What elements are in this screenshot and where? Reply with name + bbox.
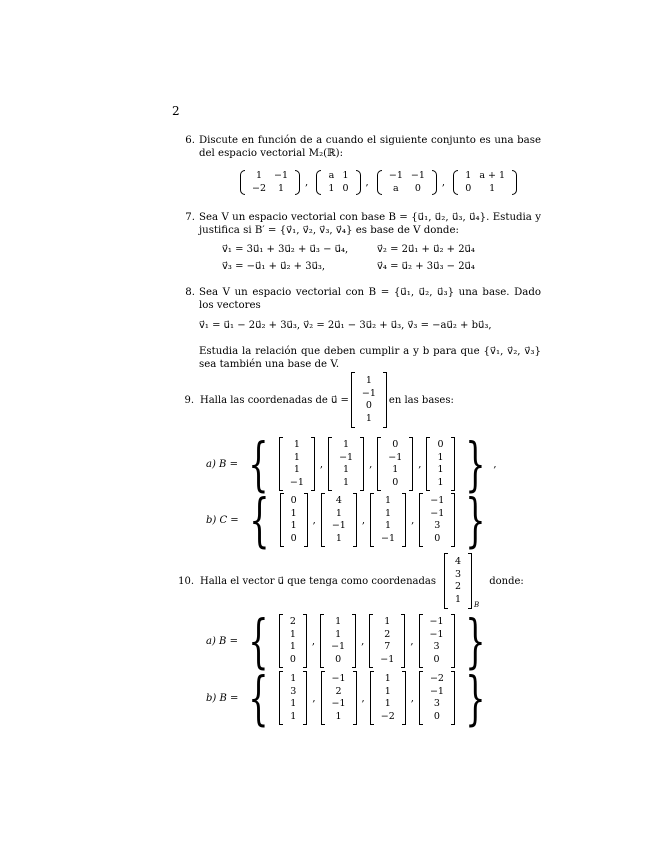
- column-vector: [377, 437, 413, 491]
- page-number: 2: [172, 104, 180, 118]
- problem-10: [172, 553, 524, 609]
- vector-entry: 3: [434, 520, 441, 531]
- basis-label: b) B =: [206, 692, 239, 704]
- vector-entry: 3: [433, 698, 440, 709]
- vector-entry: 1: [437, 464, 444, 475]
- vector-entry: 1: [335, 710, 342, 722]
- problem-text: Halla las coordenadas de u⃗ =: [200, 394, 349, 406]
- basis-vectors: 1 3 1 1 , −1 2 −1 1 , 1 1 1 −2 , −2 −1 3 0: [277, 671, 457, 725]
- column-vector: [279, 437, 315, 491]
- vector-entry: 3: [290, 685, 297, 697]
- problem-number: 7.: [185, 212, 195, 223]
- vector-entry: 0: [290, 532, 297, 544]
- column-vector: [321, 493, 357, 547]
- column-vector: [369, 614, 405, 668]
- vector-entry: 1: [335, 628, 342, 640]
- vector-entry: 0: [290, 495, 297, 506]
- vector-entry: −1: [331, 520, 346, 531]
- problem-text-after: donde:: [489, 575, 524, 587]
- vector-entry: 0: [335, 653, 342, 665]
- equation-v3: v⃗₃ = −u⃗₁ + u⃗₂ + 3u⃗₃,: [222, 261, 326, 272]
- problem-text-after: en las bases:: [388, 394, 454, 406]
- vector-entry: 1: [335, 616, 342, 627]
- equation-v2: v⃗₂ = 2u⃗₁ + u⃗₂ + 2u⃗₄: [377, 244, 475, 255]
- vector-entry: 1: [289, 628, 296, 640]
- vector-entry: 1: [392, 464, 399, 475]
- basis-b: b) B = { 1 3 1 1 , −1 2 −1 1 , 1 1 1 −2 , −2 −1 3 0 }: [206, 664, 486, 732]
- equation-v1: v⃗₁ = 3u⃗₁ + 3u⃗₂ + u⃗₃ − u⃗₄,: [222, 244, 349, 255]
- matrix-1: 1 −1 −2 1: [240, 170, 300, 195]
- vector-entry: 1: [437, 476, 444, 488]
- column-vector: [419, 671, 455, 725]
- vector-entry: 1: [290, 520, 297, 531]
- vector-entry: −2: [380, 710, 395, 722]
- vector-entry: 0: [392, 439, 399, 450]
- matrix-2: a 1 1 0: [316, 170, 360, 195]
- vector-entry: −1: [380, 653, 395, 665]
- coordinates-vector: 4 3 2 1: [444, 553, 472, 609]
- vector-entry: 1: [437, 451, 444, 463]
- vector-entry: 3: [433, 641, 440, 652]
- vector-entry: 1: [385, 507, 392, 519]
- vector-entry: 1: [384, 616, 391, 627]
- vector-entry: 1: [290, 698, 297, 709]
- problem-9: [172, 372, 454, 428]
- vector-entry: 1: [290, 673, 297, 684]
- vector-entry: −1: [331, 698, 346, 709]
- vector-entry: 0: [433, 710, 440, 722]
- vector-entry: 1: [335, 532, 342, 544]
- vector-entry: 0: [437, 439, 444, 450]
- basis-c: b) C = { 0 1 1 0 , 4 1 −1 1 , 1 1 1 −1 , −1 −1 3 0 }: [206, 486, 486, 554]
- vector-entry: 1: [385, 520, 392, 531]
- basis-label: b) C =: [206, 514, 239, 526]
- vector-entry: 4: [335, 495, 342, 506]
- vector-entry: 1: [384, 673, 391, 684]
- vector-entry: 1: [384, 698, 391, 709]
- matrix-4: 1 a + 1 0 1: [453, 170, 517, 195]
- vector-entry: 1: [293, 451, 300, 463]
- problem-8: [185, 286, 541, 313]
- problem-text: Sea V un espacio vectorial con B = {u⃗₁, u⃗₂, u⃗₃} una base. Dado los vectores: [199, 287, 541, 312]
- vector-entry: 7: [384, 641, 391, 652]
- vector-entry: −1: [339, 451, 354, 463]
- problem-number: 8.: [185, 287, 195, 298]
- problem-6: [185, 134, 541, 161]
- problem-text: Sea V un espacio vectorial con base B = {u⃗₁, u⃗₂, u⃗₃, u⃗₄}. Estudia y justifica si B′ = {v⃗₁, v⃗₂, v⃗₃, v⃗₄} es base de V donde:: [199, 212, 541, 237]
- vector-entry: −1: [430, 507, 445, 519]
- vector-entry: −1: [430, 495, 445, 506]
- column-vector: [279, 671, 307, 725]
- problem-number: 10.: [178, 575, 194, 587]
- problem-number: 6.: [185, 135, 195, 146]
- vector-entry: −1: [429, 616, 444, 627]
- vector-entry: 2: [335, 685, 342, 697]
- vector-entry: 0: [289, 653, 296, 665]
- equations-v: v⃗₁ = u⃗₁ − 2u⃗₂ + 3u⃗₃, v⃗₂ = 2u⃗₁ − 3u⃗₂ + u⃗₃, v⃗₃ = −au⃗₂ + bu⃗₃,: [199, 320, 492, 331]
- vector-entry: −1: [429, 685, 444, 697]
- basis-a: a) B = { 2 1 1 0 , 1 1 −1 0 , 1 2 7 −1 , −1 −1 3 0 }: [206, 607, 486, 675]
- vector-entry: −1: [388, 451, 403, 463]
- vector-entry: 1: [343, 476, 350, 488]
- column-vector: [320, 614, 356, 668]
- vector-entry: −1: [289, 476, 304, 488]
- vector-entry: 1: [290, 507, 297, 519]
- vector-entry: 1: [289, 641, 296, 652]
- vector-entry: 1: [293, 439, 300, 450]
- problem-text: Halla el vector u⃗ que tenga como coordenadas: [200, 575, 436, 587]
- vector-entry: 1: [293, 464, 300, 475]
- basis-label: a) B =: [206, 635, 238, 647]
- vector-entry: 1: [290, 710, 297, 722]
- column-vector: [419, 493, 455, 547]
- vector-entry: −2: [429, 673, 444, 684]
- vector-entry: 2: [289, 616, 296, 627]
- vector-entry: 1: [385, 495, 392, 506]
- matrix-set: 1 −1 −2 1 , a 1 1 0 , −1 −1 a 0 , 1 a + 1 0 1: [238, 170, 519, 195]
- vector-entry: 1: [384, 685, 391, 697]
- problem-8-question: Estudia la relación que deben cumplir a y b para que {v⃗₁, v⃗₂, v⃗₃} sea también una base de V.: [199, 346, 541, 371]
- vector-entry: 1: [335, 507, 342, 519]
- vector-entry: −1: [331, 641, 346, 652]
- vector-entry: 1: [343, 439, 350, 450]
- vector-entry: 0: [433, 653, 440, 665]
- vector-u: 1 −1 0 1: [351, 372, 387, 428]
- column-vector: [321, 671, 357, 725]
- column-vector: [328, 437, 364, 491]
- problem-text: Discute en función de a cuando el siguiente conjunto es una base del espacio vectorial M₂(ℝ):: [199, 135, 541, 160]
- basis-vectors: 2 1 1 0 , 1 1 −1 0 , 1 2 7 −1 , −1 −1 3 0: [277, 614, 457, 668]
- problem-7: [185, 211, 541, 238]
- vector-entry: −1: [429, 628, 444, 640]
- column-vector: [419, 614, 455, 668]
- vector-entry: −1: [381, 532, 396, 544]
- column-vector: [280, 493, 308, 547]
- equation-v4: v⃗₄ = u⃗₂ + 3u⃗₃ − 2u⃗₄: [377, 261, 475, 272]
- vector-entry: 2: [384, 628, 391, 640]
- vector-entry: 1: [343, 464, 350, 475]
- column-vector: [370, 493, 406, 547]
- vector-entry: 0: [392, 476, 399, 488]
- basis-label: a) B =: [206, 458, 238, 470]
- basis-subscript: B: [474, 601, 480, 609]
- column-vector: [370, 671, 406, 725]
- column-vector: [279, 614, 307, 668]
- problem-number: 9.: [184, 394, 194, 406]
- matrix-3: −1 −1 a 0: [377, 170, 437, 195]
- column-vector: [426, 437, 454, 491]
- vector-entry: 0: [434, 532, 441, 544]
- basis-vectors: 1 1 1 −1 , 1 −1 1 1 , 0 −1 1 0 , 0 1 1 1: [277, 437, 457, 491]
- basis-vectors: 0 1 1 0 , 4 1 −1 1 , 1 1 1 −1 , −1 −1 3 0: [278, 493, 458, 547]
- basis-a: a) B = { 1 1 1 −1 , 1 −1 1 1 , 0 −1 1 0 , 0 1 1 1 } ,: [206, 430, 497, 498]
- vector-entry: −1: [331, 673, 346, 684]
